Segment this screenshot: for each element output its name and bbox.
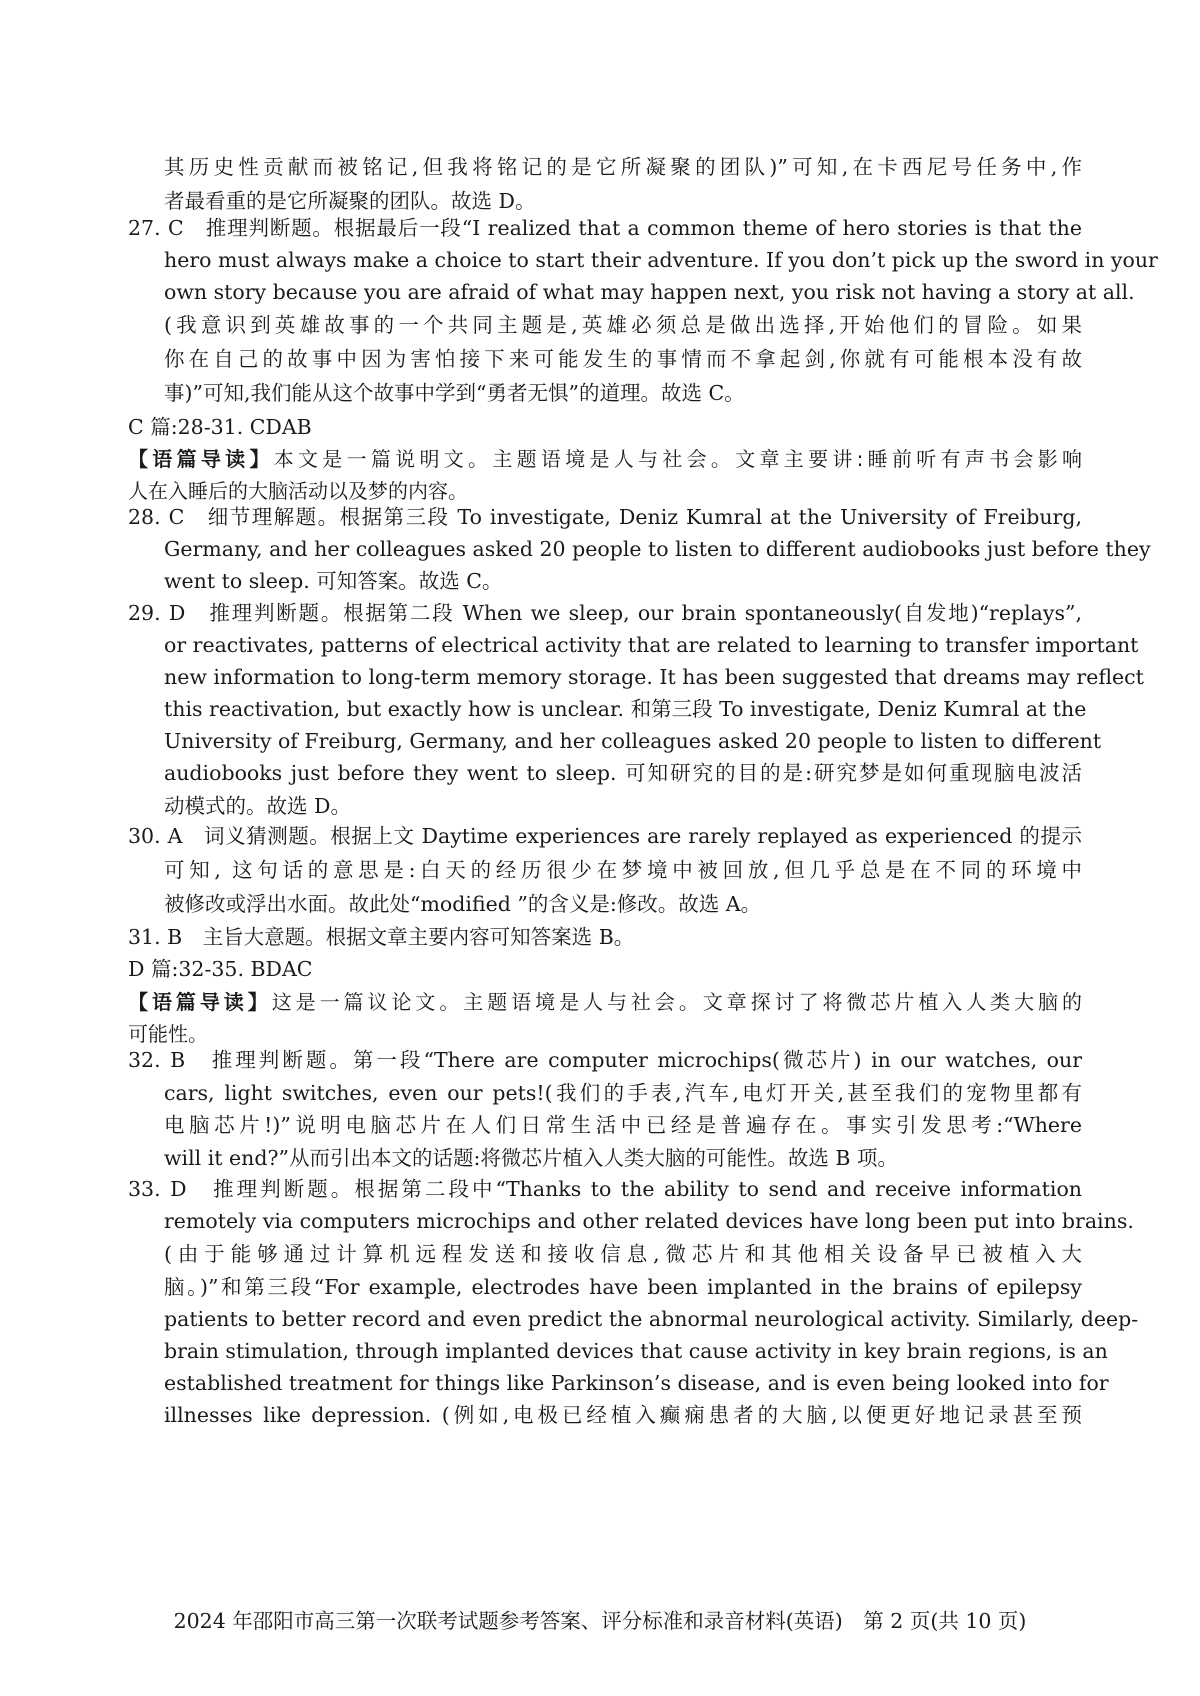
text-line: brain stimulation, through implanted devices that cause activity in key brain regions, is an <box>164 1339 1108 1363</box>
text-line: 人在入睡后的大脑活动以及梦的内容。 <box>128 479 468 503</box>
guide-tag: 【语篇导读】 <box>128 447 274 471</box>
text-line: or reactivates, patterns of electrical activity that are related to learning to transfer important <box>164 633 1139 657</box>
text-line: 被修改或浮出水面。故此处“modified ”的含义是:修改。故选 A。 <box>164 892 762 916</box>
text-line: new information to long-term memory storage. It has been suggested that dreams may reflect <box>164 665 1144 689</box>
page-footer: 2024 年邵阳市高三第一次联考试题参考答案、评分标准和录音材料(英语) 第 2 页(共 10 页) <box>173 1609 1027 1633</box>
section-d-header: D 篇:32-35. BDAC <box>128 957 313 981</box>
reading-guide-d <box>128 985 1082 1019</box>
text-line: 动模式的。故选 D。 <box>164 794 351 818</box>
text-line: 可知, 这句话的意思是:白天的经历很少在梦境中被回放,但几乎总是在不同的环境中 <box>164 858 1082 882</box>
answer-33: 33. D 推理判断题。根据第二段中“Thanks to the ability to send and receive information <box>128 1177 1082 1201</box>
text-line: 电脑芯片!)”说明电脑芯片在人们日常生活中已经是普遍存在。事实引发思考:“Where <box>164 1113 1082 1137</box>
text-line: 你在自己的故事中因为害怕接下来可能发生的事情而不拿起剑,你就有可能根本没有故 <box>164 347 1082 371</box>
text-line: 其历史性贡献而被铭记,但我将铭记的是它所凝聚的团队)”可知,在卡西尼号任务中,作 <box>164 155 1082 179</box>
text-line: 事)”可知,我们能从这个故事中学到“勇者无惧”的道理。故选 C。 <box>164 381 745 405</box>
text-line: cars, light switches, even our pets!(我们的手表,汽车,电灯开关,甚至我们的宠物里都有 <box>164 1081 1082 1105</box>
text-line: 脑。)”和第三段“For example, electrodes have been implanted in the brains of epilepsy <box>164 1275 1082 1299</box>
text-line: Germany, and her colleagues asked 20 people to listen to different audiobooks just before they <box>164 537 1151 561</box>
text-line: will it end?”从而引出本文的话题:将微芯片植入人类大脑的可能性。故选 B 项。 <box>164 1146 898 1170</box>
answer-31: 31. B 主旨大意题。根据文章主要内容可知答案选 B。 <box>128 925 635 949</box>
text-line: hero must always make a choice to start their adventure. If you don’t pick up the sword in your <box>164 248 1158 272</box>
answer-32: 32. B 推理判断题。第一段“There are computer microchips(微芯片) in our watches, our <box>128 1048 1082 1072</box>
text-line: University of Freiburg, Germany, and her colleagues asked 20 people to listen to different <box>164 729 1102 753</box>
text-line: remotely via computers microchips and other related devices have long been put into brains. <box>164 1209 1134 1233</box>
text-line: audiobooks just before they went to sleep. 可知研究的目的是:研究梦是如何重现脑电波活 <box>164 761 1082 785</box>
guide-text: 这是一篇议论文。主题语境是人与社会。文章探讨了将微芯片植入人类大脑的 <box>271 990 1083 1014</box>
text-line: 可能性。 <box>128 1022 208 1046</box>
guide-tag: 【语篇导读】 <box>128 990 272 1014</box>
text-line: (我意识到英雄故事的一个共同主题是,英雄必须总是做出选择,开始他们的冒险。如果 <box>164 313 1082 337</box>
answer-29: 29. D 推理判断题。根据第二段 When we sleep, our brain spontaneously(自发地)“replays”, <box>128 601 1082 625</box>
text-line: established treatment for things like Parkinson’s disease, and is even being looked into for <box>164 1371 1109 1395</box>
text-line: patients to better record and even predict the abnormal neurological activity. Similarly, deep- <box>164 1307 1139 1331</box>
text-line: own story because you are afraid of what may happen next, you risk not having a story at all. <box>164 280 1135 304</box>
text-line: went to sleep. 可知答案。故选 C。 <box>164 569 503 593</box>
text-line: 者最看重的是它所凝聚的团队。故选 D。 <box>164 189 536 213</box>
text-line: illnesses like depression. (例如,电极已经植入癫痫患者的大脑,以便更好地记录甚至预 <box>164 1403 1082 1427</box>
answer-28: 28. C 细节理解题。根据第三段 To investigate, Deniz Kumral at the University of Freiburg, <box>128 505 1082 529</box>
text-line: (由于能够通过计算机远程发送和接收信息,微芯片和其他相关设备早已被植入大 <box>164 1242 1082 1266</box>
text-line: this reactivation, but exactly how is unclear. 和第三段 To investigate, Deniz Kumral at the <box>164 697 1087 721</box>
guide-text: 本文是一篇说明文。主题语境是人与社会。文章主要讲:睡前听有声书会影响 <box>273 447 1082 471</box>
section-c-header: C 篇:28-31. CDAB <box>128 415 312 439</box>
reading-guide-c <box>128 442 1082 476</box>
answer-30: 30. A 词义猜测题。根据上文 Daytime experiences are rarely replayed as experienced 的提示 <box>128 824 1082 848</box>
answer-27: 27. C 推理判断题。根据最后一段“I realized that a common theme of hero stories is that the <box>128 216 1082 240</box>
